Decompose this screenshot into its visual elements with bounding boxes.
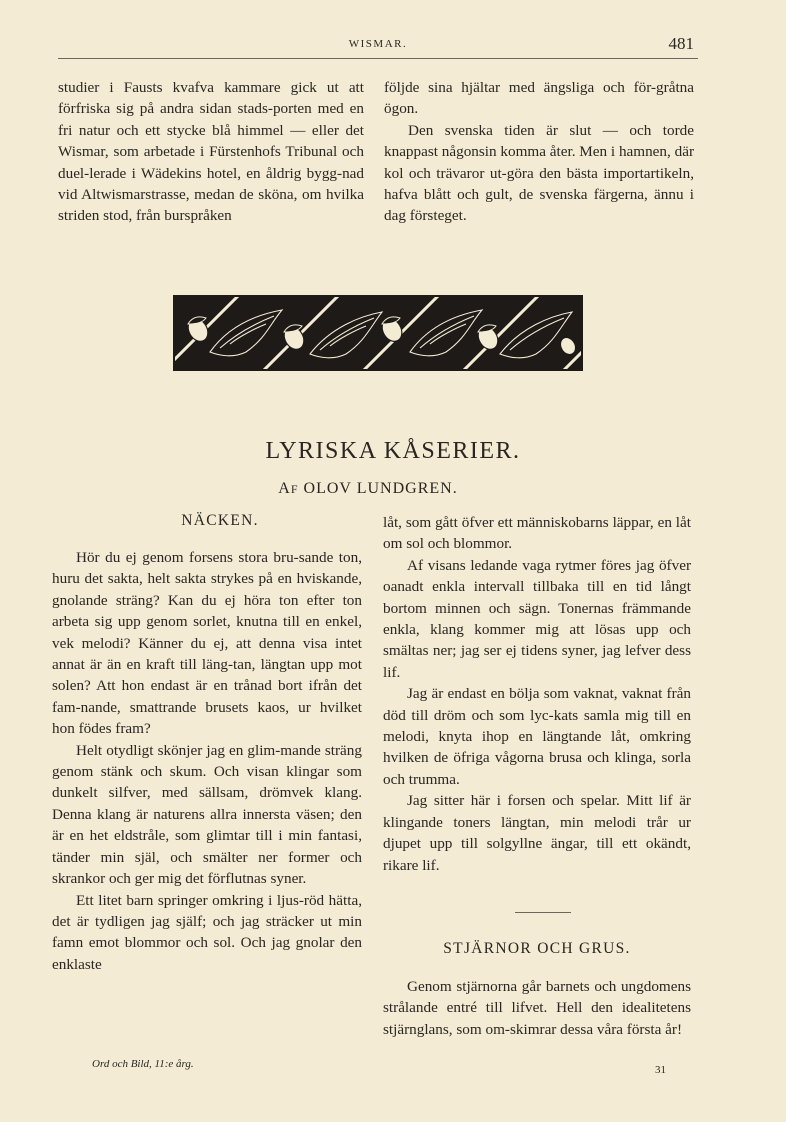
byline bbox=[0, 480, 736, 498]
nacken-title: NÄCKEN. bbox=[181, 512, 259, 529]
page-number: 481 bbox=[668, 34, 694, 53]
top-left-column bbox=[58, 77, 364, 227]
byline-author: OLOV LUNDGREN. bbox=[303, 480, 458, 497]
signature-mark: 31 bbox=[655, 1064, 666, 1076]
top-right-column bbox=[384, 77, 694, 227]
byline-prefix-cap: A bbox=[278, 480, 291, 497]
nacken-continuation-2: Af visans ledande vaga rytmer föres jag öfver oanadt enkla intervall tillbaka till en tid långt bortom minnen och sägn. Tonernas främmande enkla, klang kommer mig att lösas upp och smältas ner; jag ser ej tidens syner, jag lefver dess lif. bbox=[383, 556, 691, 681]
top-left-paragraph: studier i Fausts kvafva kammare gick ut att förfriska sig på andra sidan stads-porten med en fri natur och ett stycke blå himmel — eller det Wismar, som arbetade i Fürstenhofs Tribunal och duel-lerade i Wädekins hotel, en åldrig bygg-nad vid Altwismarstrasse, medan de sköna, om hvilka striden stod, från burspråken bbox=[58, 79, 364, 225]
nacken-paragraph-2: Helt otydligt skönjer jag en glim-mande sträng genom stänk och skum. Och visan klingar som dunkelt silfver, med sällsam, drömvek klang. Denna klang är naturens allra innersta väsen; den är en het eldstråle, som glimtar till i min fantasi, tänder min själ, och smälter ner former och skrankor och ger mig det förflutnas syner. bbox=[52, 741, 362, 888]
top-right-paragraph-2: Den svenska tiden är slut — och torde knappast någonsin komma åter. Men i hamnen, där kol och trävaror ut-göra den bästa importartikeln, hafva blått och gult, de svenska färgerna, ännu i dag försteget. bbox=[384, 121, 695, 225]
nacken-column bbox=[52, 547, 362, 975]
footer-journal: Ord och Bild, 11:e årg. bbox=[92, 1058, 194, 1070]
section-divider bbox=[515, 912, 571, 913]
nacken-continuation-4: Jag sitter här i forsen och spelar. Mitt lif är klingande toners längtan, min melodi trår ur djupet upp till solgyllne ängar, till ett okändt, rikare lif. bbox=[383, 792, 691, 874]
byline-prefix-rest: F bbox=[290, 482, 299, 496]
nacken-continuation-3: Jag är endast en bölja som vaknat, vaknat från död till dröm och som lyc-kats samla mig till en melodi, knyta ihop en längtande låt, omkring hvilken de öfriga vågorna brusa och klinga, sorla och trumma. bbox=[383, 685, 691, 788]
running-header bbox=[58, 36, 698, 59]
nacken-paragraph-3: Ett litet barn springer omkring i ljus-röd hätta, det är tydligen jag själf; och jag sträcker ut min famn emot blommor och sol. Och jag gnolar den enklaste bbox=[52, 891, 362, 973]
acorn-oak-leaf-ornament-icon bbox=[170, 294, 586, 374]
section-title: LYRISKA KÅSERIER. bbox=[265, 438, 521, 464]
stjarnor-paragraph: Genom stjärnorna går barnets och ungdomens strålande entré till lifvet. Hell den idealitetens stjärnglans, som om-skimrar dessa våra första år! bbox=[383, 978, 691, 1038]
running-title: WISMAR. bbox=[348, 38, 408, 50]
top-right-paragraph-1: följde sina hjältar med ängsliga och för-gråtna ögon. bbox=[384, 79, 694, 118]
nacken-paragraph-1: Hör du ej genom forsens stora bru-sande ton, huru det sakta, helt sakta strykes på en hviskande, gnolande sträng? Kan du ej höra ton efter ton arbeta sig upp genom sorlet, knutna till en enkel, vek melodi? Känner du ej, att denna visa intet annat är än en kraft till läng-tan, längtan upp mot solen? Att hon endast är en trånad bort ifrån det fam-nande, smattrande brusets kaos, ur hvilket hon födes fram? bbox=[52, 549, 362, 738]
stjarnor-column bbox=[383, 976, 691, 1040]
nacken-continuation-column bbox=[383, 512, 691, 876]
nacken-continuation-1: låt, som gått öfver ett människobarns läppar, en låt om sol och blommor. bbox=[383, 514, 691, 553]
stjarnor-title: STJÄRNOR OCH GRUS. bbox=[443, 940, 631, 957]
